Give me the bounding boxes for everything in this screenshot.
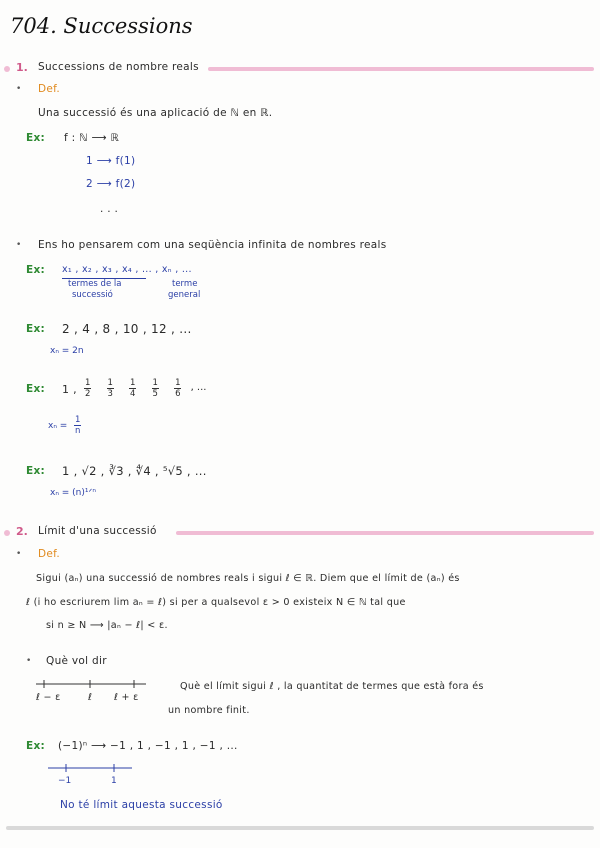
bullet: • [26,656,32,666]
example-3-formula-lhs: xₙ = [48,421,68,431]
section-marker [4,66,10,72]
def-line-1: Sigui (aₙ) una successió de nombres reals i sigui ℓ ∈ ℝ. Diem que el límit de (aₙ) és [36,573,460,584]
page-title: 704. Successions [10,14,193,38]
example-label: Ex: [26,383,46,395]
example-label: Ex: [26,264,46,276]
example-4-seq: 1 , √2 , ∛3 , ∜4 , ⁵√5 , ... [62,464,207,478]
number-line [36,678,146,690]
def-label: Def. [38,83,61,95]
fraction: $\frac{1}{3}$ [107,378,113,399]
note-terms-2: successió [72,290,113,300]
section-1-heading: Successions de nombre reals [38,61,199,73]
example-label: Ex: [26,465,46,477]
note-terms-1: termes de la [68,279,122,289]
def-line-2: ℓ (i ho escriurem lim aₙ = ℓ) si per a qualsevol ε > 0 existeix N ∈ ℕ tal que [26,597,406,608]
fraction: $\frac{1}{4}$ [130,378,136,399]
map-row-2: 2 ⟶ f(2) [86,178,136,190]
def-text: Una successió és una aplicació de ℕ en ℝ. [38,107,273,119]
section-2-heading: Límit d'una successió [38,525,157,537]
fraction: $\frac{1}{6}$ [175,378,181,399]
bullet: • [16,240,22,250]
nl2-label-right: 1 [111,776,117,786]
map-row-1: 1 ⟶ f(1) [86,155,136,167]
example-seq: (−1)ⁿ ⟶ −1 , 1 , −1 , 1 , −1 , ... [58,740,238,752]
bullet-2-text: Ens ho pensarem com una seqüència infinita de nombres reals [38,239,387,251]
what-text-2: un nombre finit. [168,705,250,716]
section-1-rule [208,67,594,71]
nl-label-right: ℓ + ε [114,692,139,703]
example-2-seq: 2 , 4 , 8 , 10 , 12 , ... [62,322,192,336]
map-dots: . . . [100,203,119,215]
nl-label-left: ℓ − ε [36,692,61,703]
fraction: $\frac{1}{2}$ [85,378,91,399]
example-3-first: 1 , [62,383,77,396]
example-label: Ex: [26,132,46,144]
section-1-number: 1. [16,61,28,74]
nl2-label-left: −1 [58,776,72,786]
conclusion: No té límit aquesta successió [60,799,223,811]
nl-label-mid: ℓ [88,692,93,703]
what-text-1: Què el límit sigui ℓ , la quantitat de termes que està fora és [180,681,484,692]
map-head: f : ℕ ⟶ ℝ [64,132,120,144]
example-label: Ex: [26,323,46,335]
section-marker [4,530,10,536]
def-line-3: si n ≥ N ⟶ |aₙ − ℓ| < ε. [46,620,168,631]
example-3-formula-frac: 1 n [74,415,81,436]
number-line-2 [48,762,132,774]
example-2-formula: xₙ = 2n [50,346,84,356]
example-label: Ex: [26,740,46,752]
sequence-tail: , ... [190,382,207,393]
note-general-2: general [168,290,201,300]
def-label: Def. [38,548,61,560]
example-3-fractions [84,378,206,400]
fraction: $\frac{1}{5}$ [152,378,158,399]
section-2-rule [176,531,594,535]
note-general-1: terme [172,279,198,289]
page-bottom-rule [6,826,594,830]
sequence-terms: x₁ , x₂ , x₃ , x₄ , ... , xₙ , ... [62,264,192,275]
bullet: • [16,84,22,94]
bullet: • [16,549,22,559]
example-4-formula: xₙ = (n)¹ᐟⁿ [50,488,96,498]
what-label: Què vol dir [46,655,107,667]
section-2-number: 2. [16,525,28,538]
